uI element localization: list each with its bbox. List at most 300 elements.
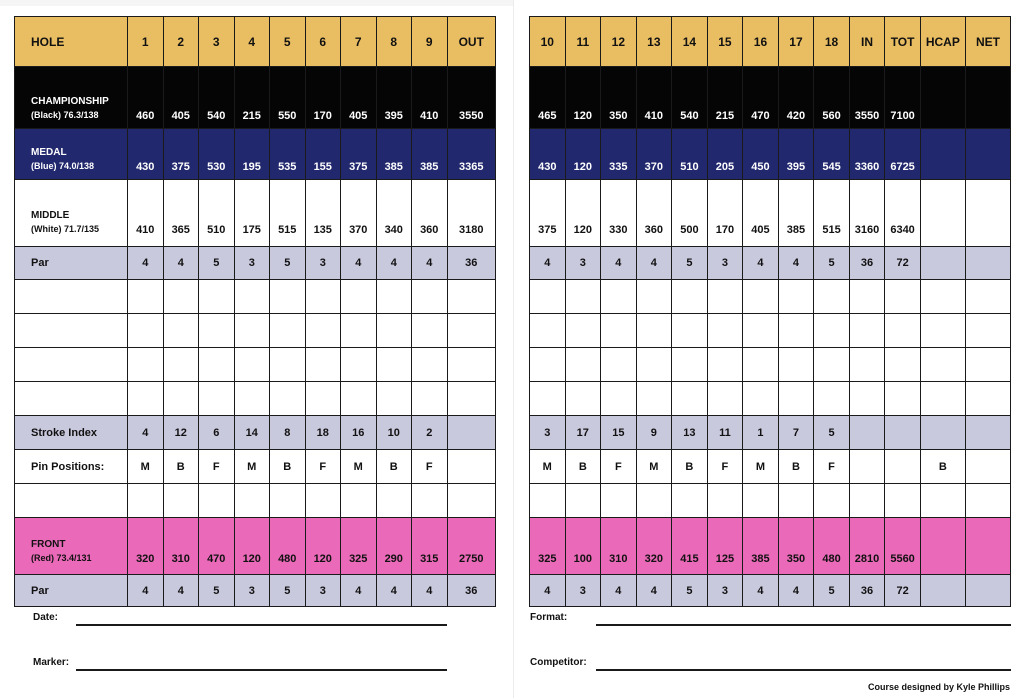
net-cell[interactable]	[965, 450, 1010, 484]
back-score-entry-row	[530, 314, 1011, 348]
score-cell[interactable]	[163, 348, 199, 382]
medal-tee-yardage: 335	[601, 129, 637, 180]
score-cell[interactable]	[305, 348, 341, 382]
hole-number: 9	[412, 17, 448, 67]
score-cell[interactable]	[814, 382, 850, 416]
championship-tee-yardage: 120	[565, 67, 601, 129]
player-name-cell[interactable]	[15, 280, 128, 314]
medal-tee-label	[15, 129, 128, 180]
par-bottom-yardage: 5	[814, 575, 850, 607]
score-cell[interactable]	[601, 484, 637, 518]
score-cell[interactable]	[849, 348, 885, 382]
score-cell[interactable]	[672, 314, 708, 348]
score-cell[interactable]	[341, 314, 377, 348]
score-cell[interactable]	[707, 348, 743, 382]
marker-label: Marker:	[33, 657, 70, 668]
top-edge	[0, 0, 513, 6]
score-cell[interactable]	[163, 382, 199, 416]
hole-label: HOLE	[15, 17, 128, 67]
score-cell[interactable]	[199, 280, 235, 314]
medal-tee-yardage: 385	[376, 129, 412, 180]
score-cell[interactable]	[601, 348, 637, 382]
front-tee-yardage: 320	[636, 518, 672, 575]
score-cell[interactable]	[234, 382, 270, 416]
front-tee-yardage: 100	[565, 518, 601, 575]
middle-tee-row	[15, 180, 496, 247]
par-bottom-back-row	[530, 575, 1011, 607]
championship-tee-yardage: 405	[163, 67, 199, 129]
score-cell[interactable]	[163, 484, 199, 518]
par-bottom-out-total: 36	[447, 575, 496, 607]
score-cell[interactable]	[707, 280, 743, 314]
front-tee-yardage: 470	[199, 518, 235, 575]
score-cell[interactable]	[270, 484, 306, 518]
middle-tee-yardage: 510	[199, 180, 235, 247]
medal-tee-yardage: 530	[199, 129, 235, 180]
score-cell[interactable]	[885, 280, 921, 314]
middle-tee-yardage: 410	[128, 180, 164, 247]
par-bottom-in-total: 36	[849, 575, 885, 607]
middle-tee-yardage: 370	[341, 180, 377, 247]
net-cell[interactable]	[965, 416, 1010, 450]
score-cell[interactable]	[707, 314, 743, 348]
score-cell[interactable]	[565, 280, 601, 314]
championship-tee-label-rating: (Black) 76.3/138	[31, 110, 99, 120]
front-tee-yardage: 350	[778, 518, 814, 575]
front-tee-yardage: 315	[412, 518, 448, 575]
hole-number: 12	[601, 17, 637, 67]
hcap-cell[interactable]: B	[920, 450, 965, 484]
score-cell[interactable]	[565, 382, 601, 416]
stroke-index-value: 8	[270, 416, 306, 450]
middle-tee-yardage: 360	[412, 180, 448, 247]
score-cell[interactable]	[814, 484, 850, 518]
score-cell[interactable]	[672, 280, 708, 314]
score-cell[interactable]	[341, 280, 377, 314]
medal-tee-row	[15, 129, 496, 180]
hole-number: 3	[199, 17, 235, 67]
stroke-index-yardage: 9	[636, 416, 672, 450]
score-cell[interactable]	[199, 382, 235, 416]
stroke-index-label: Stroke Index	[15, 416, 128, 450]
score-cell[interactable]	[447, 280, 496, 314]
hcap-cell[interactable]	[920, 67, 965, 129]
par-bottom-yardage: 4	[601, 575, 637, 607]
hole-number: 5	[270, 17, 306, 67]
hcap-cell[interactable]	[920, 247, 965, 280]
championship-tee-yardage: 540	[199, 67, 235, 129]
middle-tee-yardage: 375	[530, 180, 566, 247]
championship-tee-yardage: 560	[814, 67, 850, 129]
front-tee-yardage: 120	[234, 518, 270, 575]
championship-tee-tot-total: 7100	[885, 67, 921, 129]
score-cell[interactable]	[376, 484, 412, 518]
hcap-cell[interactable]	[920, 180, 965, 247]
score-cell[interactable]	[920, 382, 965, 416]
middle-tee-yardage: 120	[565, 180, 601, 247]
score-cell[interactable]	[636, 314, 672, 348]
par-bottom-yardage: 4	[778, 575, 814, 607]
score-cell[interactable]	[814, 280, 850, 314]
stroke-index-yardage: 15	[601, 416, 637, 450]
back-score-entry-row	[530, 348, 1011, 382]
medal-tee-in-total: 3360	[849, 129, 885, 180]
score-cell[interactable]	[778, 348, 814, 382]
score-cell[interactable]	[530, 314, 566, 348]
stroke-index-yardage: 3	[530, 416, 566, 450]
score-cell[interactable]	[778, 280, 814, 314]
score-cell[interactable]	[530, 382, 566, 416]
back-score-entry-row	[530, 484, 1011, 518]
par-bottom-value: 5	[270, 575, 306, 607]
medal-tee-yardage: 450	[743, 129, 779, 180]
score-cell[interactable]	[305, 484, 341, 518]
score-cell[interactable]	[447, 348, 496, 382]
front-tee-yardage: 415	[672, 518, 708, 575]
score-cell[interactable]	[199, 484, 235, 518]
score-cell[interactable]	[565, 484, 601, 518]
par-bottom-value: 3	[305, 575, 341, 607]
score-cell[interactable]	[447, 382, 496, 416]
score-cell[interactable]	[965, 314, 1010, 348]
par-bottom-value: 4	[376, 575, 412, 607]
middle-tee-yardage: 365	[163, 180, 199, 247]
championship-tee-label-name: CHAMPIONSHIP	[31, 96, 109, 107]
medal-tee-yardage: 370	[636, 129, 672, 180]
medal-tee-out-total: 3365	[447, 129, 496, 180]
championship-tee-yardage: 410	[636, 67, 672, 129]
score-cell[interactable]	[707, 484, 743, 518]
stroke-index-value: 12	[163, 416, 199, 450]
score-cell[interactable]	[530, 484, 566, 518]
score-cell[interactable]	[672, 484, 708, 518]
front-tee-back-row	[530, 518, 1011, 575]
championship-tee-yardage: 550	[270, 67, 306, 129]
championship-tee-yardage: 405	[341, 67, 377, 129]
score-cell[interactable]	[234, 280, 270, 314]
back-score-entry-row	[530, 382, 1011, 416]
par-bottom-value: 3	[234, 575, 270, 607]
score-cell[interactable]	[920, 484, 965, 518]
hcap-cell[interactable]	[920, 129, 965, 180]
championship-tee-yardage: 465	[530, 67, 566, 129]
score-cell[interactable]	[565, 348, 601, 382]
score-cell[interactable]	[849, 280, 885, 314]
medal-tee-tot-total: 6725	[885, 129, 921, 180]
par-yardage: 4	[743, 247, 779, 280]
score-cell[interactable]	[672, 348, 708, 382]
net-cell[interactable]	[965, 67, 1010, 129]
front-tee-yardage: 120	[305, 518, 341, 575]
score-cell[interactable]	[163, 280, 199, 314]
par-value: 4	[412, 247, 448, 280]
marker-field[interactable]	[76, 669, 447, 671]
score-cell[interactable]	[601, 382, 637, 416]
score-cell[interactable]	[636, 484, 672, 518]
score-cell[interactable]	[376, 348, 412, 382]
front-tee-row	[15, 518, 496, 575]
championship-tee-yardage: 460	[128, 67, 164, 129]
score-cell[interactable]	[965, 382, 1010, 416]
score-cell[interactable]	[778, 382, 814, 416]
score-cell[interactable]	[778, 314, 814, 348]
score-cell[interactable]	[636, 382, 672, 416]
score-cell[interactable]	[814, 348, 850, 382]
score-cell[interactable]	[270, 314, 306, 348]
championship-tee-out-total: 3550	[447, 67, 496, 129]
net-cell[interactable]	[965, 518, 1010, 575]
pin-position-value: F	[305, 450, 341, 484]
net-label: NET	[965, 17, 1010, 67]
score-cell[interactable]	[885, 348, 921, 382]
score-cell[interactable]	[530, 348, 566, 382]
front-tee-label-rating: (Red) 73.4/131	[31, 553, 92, 563]
stroke-index-in-total	[849, 416, 885, 450]
score-cell[interactable]	[920, 280, 965, 314]
score-cell[interactable]	[707, 382, 743, 416]
net-cell[interactable]	[965, 129, 1010, 180]
score-cell[interactable]	[128, 348, 164, 382]
par-value: 4	[376, 247, 412, 280]
hcap-cell[interactable]	[920, 575, 965, 607]
medal-tee-yardage: 205	[707, 129, 743, 180]
par-yardage: 4	[778, 247, 814, 280]
par-bottom-yardage: 4	[530, 575, 566, 607]
score-cell[interactable]	[412, 314, 448, 348]
score-entry-row	[15, 280, 496, 314]
score-cell[interactable]	[601, 314, 637, 348]
net-cell[interactable]	[965, 180, 1010, 247]
hcap-label: HCAP	[920, 17, 965, 67]
net-cell[interactable]	[965, 575, 1010, 607]
pin-position-value: B	[565, 450, 601, 484]
score-cell[interactable]	[965, 484, 1010, 518]
championship-tee-yardage: 470	[743, 67, 779, 129]
score-cell[interactable]	[199, 348, 235, 382]
pin-position-value: B	[376, 450, 412, 484]
par-label: Par	[15, 247, 128, 280]
score-cell[interactable]	[270, 348, 306, 382]
score-cell[interactable]	[447, 484, 496, 518]
par-bottom-value: 4	[412, 575, 448, 607]
card-fold	[513, 0, 514, 698]
score-cell[interactable]	[636, 280, 672, 314]
middle-tee-yardage: 340	[376, 180, 412, 247]
hcap-cell[interactable]	[920, 518, 965, 575]
medal-tee-yardage: 155	[305, 129, 341, 180]
format-field[interactable]	[596, 624, 1011, 626]
score-cell[interactable]	[965, 348, 1010, 382]
score-cell[interactable]	[447, 314, 496, 348]
score-cell[interactable]	[341, 348, 377, 382]
hcap-cell[interactable]	[920, 416, 965, 450]
score-cell[interactable]	[412, 348, 448, 382]
score-cell[interactable]	[199, 314, 235, 348]
stroke-index-yardage: 7	[778, 416, 814, 450]
player-name-cell[interactable]	[15, 382, 128, 416]
score-cell[interactable]	[636, 348, 672, 382]
stroke-index-out-total	[447, 416, 496, 450]
score-cell[interactable]	[305, 280, 341, 314]
stroke-index-back-row	[530, 416, 1011, 450]
stroke-index-value: 16	[341, 416, 377, 450]
par-yardage: 4	[636, 247, 672, 280]
score-cell[interactable]	[305, 382, 341, 416]
middle-tee-yardage: 330	[601, 180, 637, 247]
score-cell[interactable]	[565, 314, 601, 348]
par-bottom-tot-total: 72	[885, 575, 921, 607]
score-cell[interactable]	[376, 280, 412, 314]
score-cell[interactable]	[920, 348, 965, 382]
player-name-cell[interactable]	[15, 484, 128, 518]
player-name-cell[interactable]	[15, 314, 128, 348]
score-cell[interactable]	[412, 382, 448, 416]
score-entry-row	[15, 484, 496, 518]
score-entry-row	[15, 348, 496, 382]
stroke-index-value: 14	[234, 416, 270, 450]
middle-tee-tot-total: 6340	[885, 180, 921, 247]
front-tee-yardage: 310	[601, 518, 637, 575]
hole-number: 7	[341, 17, 377, 67]
in-label: IN	[849, 17, 885, 67]
front-tee-yardage: 480	[270, 518, 306, 575]
hole-number: 15	[707, 17, 743, 67]
par-yardage: 3	[707, 247, 743, 280]
score-cell[interactable]	[920, 314, 965, 348]
score-cell[interactable]	[376, 382, 412, 416]
middle-tee-label-name: MIDDLE	[31, 210, 70, 221]
pin-position-value: B	[672, 450, 708, 484]
score-cell[interactable]	[885, 484, 921, 518]
score-cell[interactable]	[341, 484, 377, 518]
par-back-row	[530, 247, 1011, 280]
date-label: Date:	[33, 612, 59, 623]
score-cell[interactable]	[743, 484, 779, 518]
front-tee-label-name: FRONT	[31, 539, 66, 550]
score-cell[interactable]	[128, 382, 164, 416]
middle-tee-label-rating: (White) 71.7/135	[31, 224, 100, 234]
score-cell[interactable]	[885, 314, 921, 348]
score-cell[interactable]	[743, 314, 779, 348]
pin-position-out-total	[447, 450, 496, 484]
score-cell[interactable]	[305, 314, 341, 348]
pin-position-value: M	[743, 450, 779, 484]
score-cell[interactable]	[128, 314, 164, 348]
medal-tee-yardage: 510	[672, 129, 708, 180]
pin-position-value: M	[530, 450, 566, 484]
competitor-field[interactable]	[596, 669, 1011, 671]
date-field[interactable]	[76, 624, 447, 626]
par-bottom-value: 4	[163, 575, 199, 607]
score-cell[interactable]	[163, 314, 199, 348]
stroke-index-value: 18	[305, 416, 341, 450]
par-bottom-yardage: 4	[636, 575, 672, 607]
score-cell[interactable]	[814, 314, 850, 348]
championship-tee-yardage: 215	[234, 67, 270, 129]
par-bottom-row	[15, 575, 496, 607]
score-cell[interactable]	[849, 382, 885, 416]
score-cell[interactable]	[270, 382, 306, 416]
score-cell[interactable]	[743, 348, 779, 382]
pin-position-value: B	[270, 450, 306, 484]
score-cell[interactable]	[128, 484, 164, 518]
par-value: 4	[128, 247, 164, 280]
pin-position-value: M	[341, 450, 377, 484]
stroke-index-yardage: 17	[565, 416, 601, 450]
championship-tee-back-row	[530, 67, 1011, 129]
pin-position-in	[849, 450, 885, 484]
championship-tee-row	[15, 67, 496, 129]
score-cell[interactable]	[743, 280, 779, 314]
score-cell[interactable]	[341, 382, 377, 416]
score-entry-row	[15, 314, 496, 348]
score-cell[interactable]	[270, 280, 306, 314]
stroke-index-tot-total	[885, 416, 921, 450]
par-yardage: 5	[814, 247, 850, 280]
score-cell[interactable]	[234, 484, 270, 518]
middle-tee-out-total: 3180	[447, 180, 496, 247]
pin-position-value: F	[814, 450, 850, 484]
championship-tee-yardage: 215	[707, 67, 743, 129]
hole-number: 13	[636, 17, 672, 67]
score-cell[interactable]	[743, 382, 779, 416]
score-cell[interactable]	[234, 314, 270, 348]
middle-tee-yardage: 405	[743, 180, 779, 247]
front-tee-label	[15, 518, 128, 575]
competitor-label: Competitor:	[530, 657, 587, 668]
stroke-index-yardage: 1	[743, 416, 779, 450]
score-cell[interactable]	[885, 382, 921, 416]
player-name-cell[interactable]	[15, 348, 128, 382]
championship-tee-yardage: 395	[376, 67, 412, 129]
score-cell[interactable]	[849, 484, 885, 518]
par-bottom-value: 5	[199, 575, 235, 607]
score-cell[interactable]	[530, 280, 566, 314]
score-cell[interactable]	[965, 280, 1010, 314]
score-cell[interactable]	[672, 382, 708, 416]
championship-tee-in-total: 3550	[849, 67, 885, 129]
hole-number: 6	[305, 17, 341, 67]
par-value: 3	[305, 247, 341, 280]
championship-tee-yardage: 170	[305, 67, 341, 129]
pin-position-back-row	[530, 450, 1011, 484]
course-designer-credit: Course designed by Kyle Phillips	[867, 682, 1010, 692]
back-score-entry-row	[530, 280, 1011, 314]
par-yardage: 4	[530, 247, 566, 280]
score-cell[interactable]	[849, 314, 885, 348]
score-cell[interactable]	[412, 280, 448, 314]
pin-position-label: Pin Positions:	[15, 450, 128, 484]
front-tee-yardage: 125	[707, 518, 743, 575]
score-cell[interactable]	[412, 484, 448, 518]
score-cell[interactable]	[376, 314, 412, 348]
score-cell[interactable]	[128, 280, 164, 314]
stroke-index-value: 6	[199, 416, 235, 450]
middle-tee-yardage: 175	[234, 180, 270, 247]
score-cell[interactable]	[778, 484, 814, 518]
medal-tee-yardage: 430	[128, 129, 164, 180]
score-cell[interactable]	[601, 280, 637, 314]
format-label: Format:	[530, 612, 568, 623]
stroke-index-yardage: 5	[814, 416, 850, 450]
front-tee-in-total: 2810	[849, 518, 885, 575]
pin-position-value: B	[778, 450, 814, 484]
score-cell[interactable]	[234, 348, 270, 382]
par-bottom-value: 4	[128, 575, 164, 607]
medal-tee-yardage: 535	[270, 129, 306, 180]
hole-number: 18	[814, 17, 850, 67]
net-cell[interactable]	[965, 247, 1010, 280]
